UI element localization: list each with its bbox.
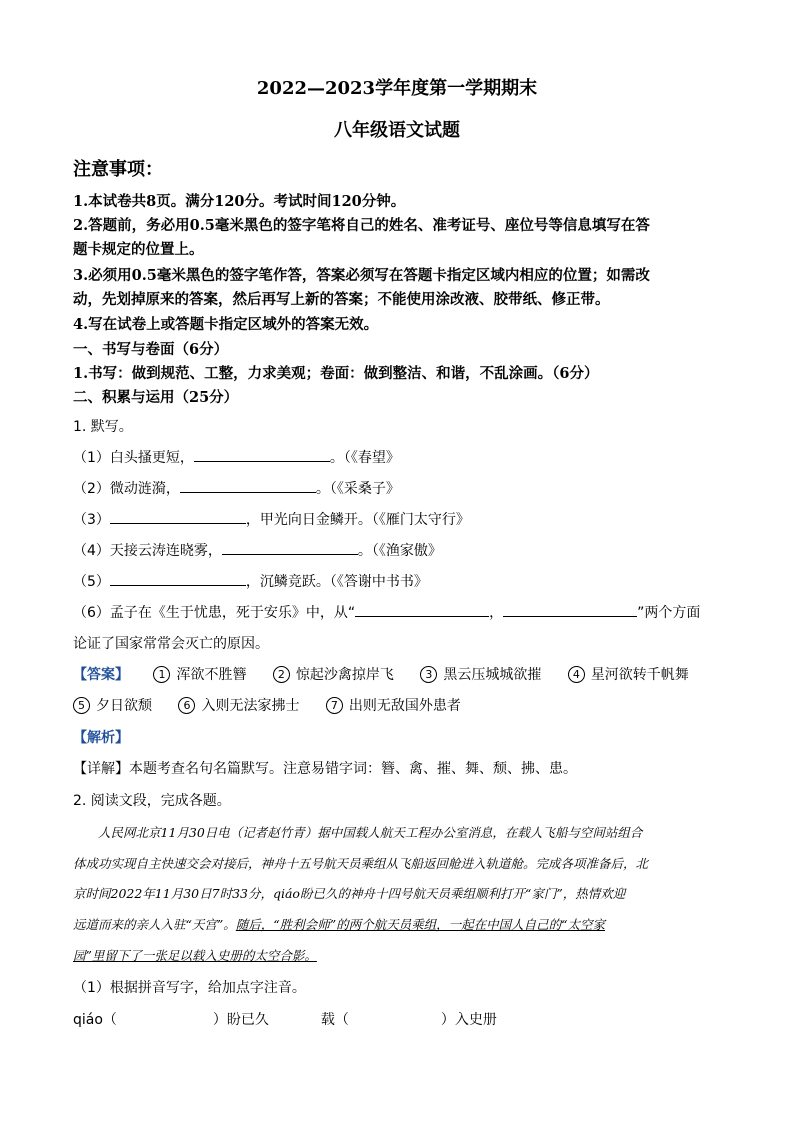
answer-text: 入则无法家拂士 [201,698,300,714]
answer-tag: 【答案】 [73,667,129,683]
notice-item: 3.必须用0.5毫米黑色的签字笔作答，答案必须写在答题卡指定区域内相应的位置；如需改 [73,267,650,284]
page-title: 2022—2023学年度第一学期期末 [256,78,538,99]
q1-line-before: （2）微动涟漪， [73,481,180,497]
q1-line [73,509,470,529]
fill-a: qiáo（ [73,1012,117,1028]
fill-d: ）入史册 [440,1012,497,1028]
q1-line [73,540,442,560]
section2-heading: 二、积累与运用（25分） [73,389,239,406]
answer-option [153,664,246,684]
q1-line [73,478,400,498]
answer-blank[interactable] [355,602,489,617]
q1-line-after: ，甲光向日金鳞开。（《雁门太守行》 [245,512,470,528]
answer-option [568,664,689,684]
answer-text: 出则无敌国外患者 [348,698,461,714]
answer-text: 惊起沙禽掠岸飞 [295,667,394,683]
q1-line-after: 。（《春望》 [329,450,400,466]
analysis-tag: 【解析】 [73,730,129,746]
answer-text: 浑欲不胜簪 [176,667,247,683]
answer-blank[interactable] [503,602,637,617]
answer-row [73,695,483,715]
circled-number: 3 [420,666,437,683]
notice-item: 动，先划掉原来的答案，然后再写上新的答案；不能使用涂改液、胶带纸、修正带。 [73,291,610,308]
passage-line: 京时间2022年11月30日7时33分，qiáo盼已久的神舟十四号航天员乘组顺利打开“家门”，热情欢迎 [73,886,626,901]
circled-number: 6 [178,697,195,714]
answer-option [73,695,152,715]
q1-line-before: （3） [73,512,110,528]
answer-blank[interactable] [110,509,246,524]
q1-line6-c: ”两个方面 [637,605,701,621]
circled-number: 4 [568,666,585,683]
answer-text: 星河欲转千帆舞 [590,667,689,683]
passage-line: 体成功实现自主快速交会对接后，神舟十五号航天员乘组从飞船返回舱进入轨道舱。完成各项准备后，北 [73,856,649,871]
q1-prompt: 1. 默写。 [73,419,133,435]
q1-line-after: ，沉鳞竞跃。（《答谢中书书》 [245,574,428,590]
circled-number: 1 [153,666,170,683]
answer-blank[interactable] [222,540,358,555]
q1-line [73,447,400,467]
circled-number: 7 [326,697,343,714]
section1-item: 1.书写：做到规范、工整，力求美观；卷面：做到整洁、和谐，不乱涂画。（6分） [73,365,599,382]
q1-line-before: （5） [73,574,110,590]
notice-item: 1.本试卷共8页。满分120分。考试时间120分钟。 [73,193,406,210]
q2-prompt: 2. 阅读文段，完成各题。 [73,793,231,809]
underlined-passage: 随后，“胜利会师”的两个航天员乘组，一起在中国人自己的“太空家 [235,917,605,932]
underlined-passage: 园”里留下了一张足以载入史册的太空合影。 [73,948,317,963]
q1-line [73,571,428,591]
pinyin-fill-row [73,1009,497,1029]
answer-option [273,664,394,684]
q1-line6-a: （6）孟子在《生于忧患，死于安乐》中，从“ [73,605,356,621]
answer-row [73,664,689,684]
answer-blank[interactable] [110,571,246,586]
passage-line [73,915,605,933]
section1-heading: 一、书写与卷面（6分） [73,341,229,358]
answer-text: 夕日欲颓 [96,698,152,714]
answer-option [326,695,461,715]
notice-heading: 注意事项： [73,159,163,180]
answer-option [420,664,541,684]
answer-blank[interactable] [180,478,316,493]
passage-line: 人民网北京11月30日电（记者赵竹青）据中国载人航天工程办公室消息，在载人飞船与空间站组合 [98,825,643,840]
q1-line6-b: ， [489,605,504,621]
fill-b: ）盼已久 [212,1012,269,1028]
page-subtitle: 八年级语文试题 [334,120,460,141]
q2-sub1: （1）根据拼音写字，给加点字注音。 [73,980,306,996]
detail-text: 【详解】本题考查名句名篇默写。注意易错字词：簪、禽、摧、舞、颓、拂、患。 [73,761,577,777]
q1-line6-cont: 论证了国家常常会灭亡的原因。 [73,636,269,652]
q1-line-after: 。（《采桑子》 [315,481,400,497]
passage-text: 远道而来的亲人入驻“天宫”。 [73,917,236,932]
circled-number: 5 [73,697,90,714]
q1-line-after: 。（《渔家傲》 [357,543,442,559]
q1-line-before: （1）白头搔更短， [73,450,194,466]
answer-option [178,695,299,715]
fill-c: 载（ [320,1012,349,1028]
notice-item: 2.答题前，务必用0.5毫米黑色的签字笔将自己的姓名、准考证号、座位号等信息填写在答 [73,217,650,234]
notice-item: 4.写在试卷上或答题卡指定区域外的答案无效。 [73,316,379,333]
circled-number: 2 [273,666,290,683]
notice-item: 题卡规定的位置上。 [73,241,204,258]
answer-text: 黑云压城城欲摧 [443,667,542,683]
q1-line-before: （4）天接云涛连晓雾， [73,543,222,559]
answer-blank[interactable] [194,447,330,462]
q1-line [73,602,700,622]
